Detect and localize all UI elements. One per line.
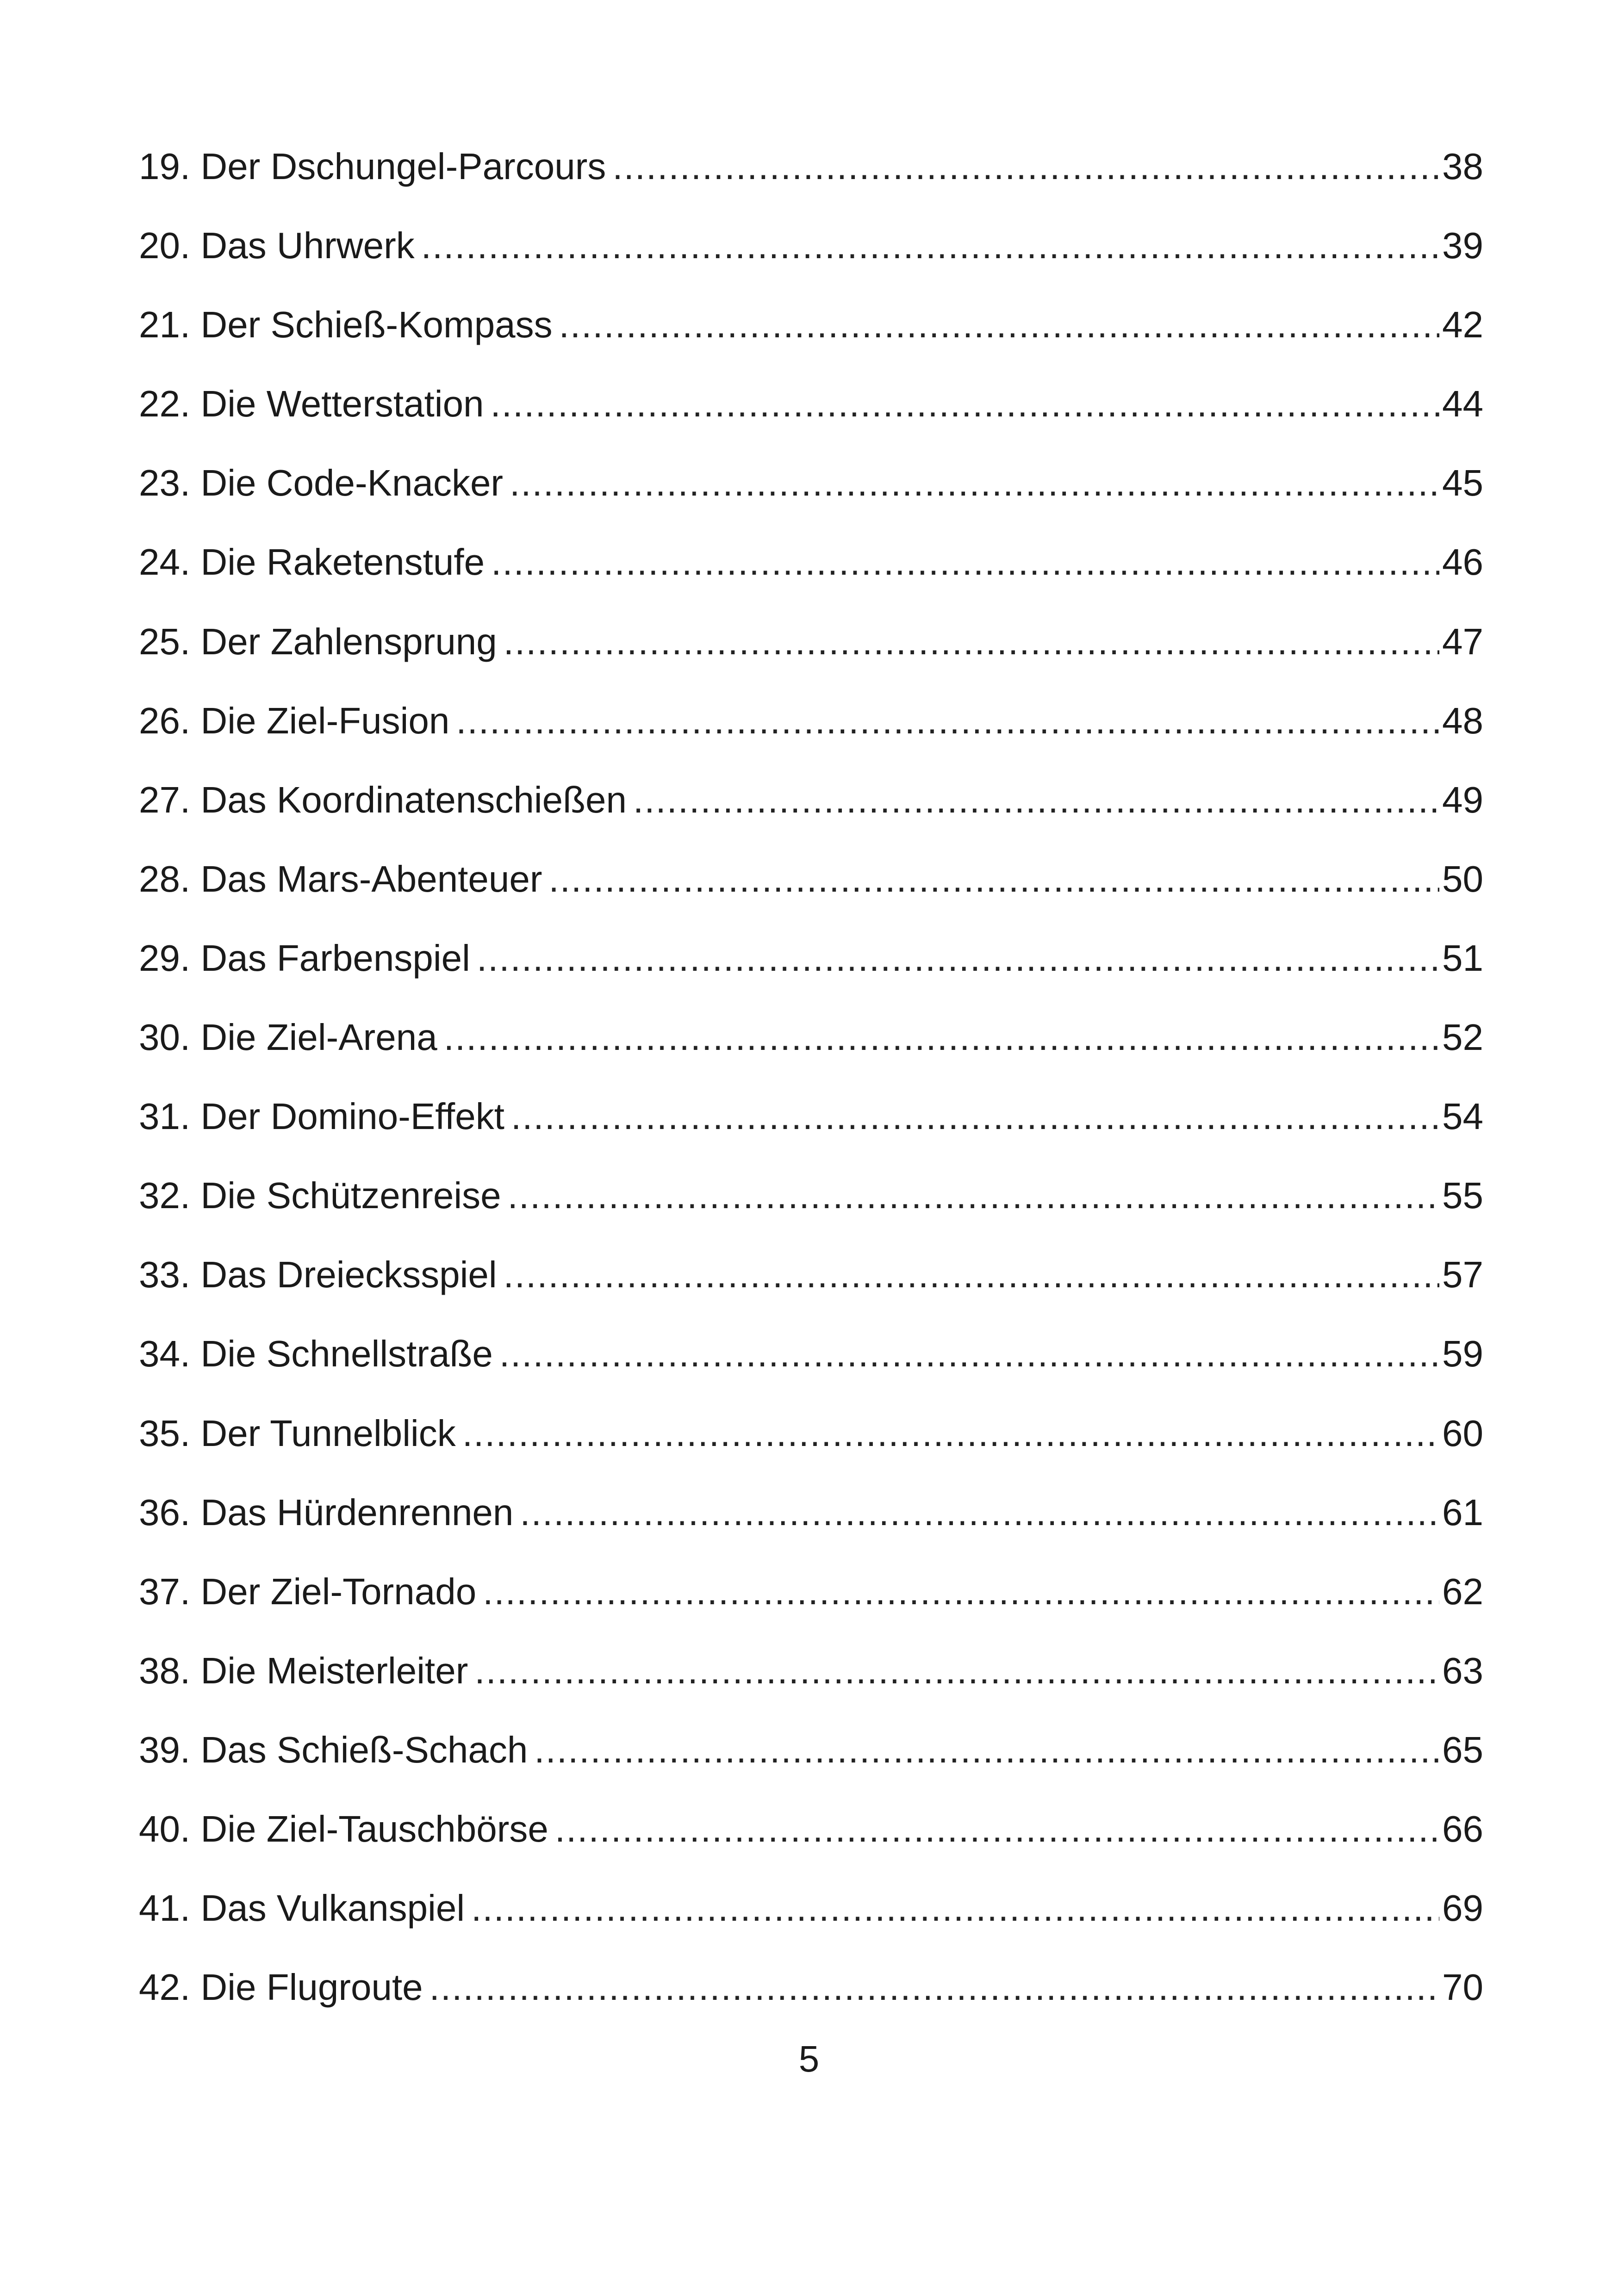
toc-dot-leader — [462, 1406, 1439, 1461]
toc-entry — [139, 297, 1483, 376]
toc-entry — [139, 693, 1483, 772]
toc-entry-page: 63 — [1442, 1650, 1483, 1691]
toc-dot-leader — [633, 772, 1439, 828]
toc-entry-title: 20. Das Uhrwerk — [139, 225, 415, 267]
toc-entry-title: 36. Das Hürdenrennen — [139, 1491, 514, 1533]
toc-dot-leader — [421, 218, 1439, 273]
toc-entry-title: 41. Das Vulkanspiel — [139, 1887, 465, 1929]
toc-entry-title: 37. Der Ziel-Tornado — [139, 1570, 477, 1612]
toc-entry — [139, 1643, 1483, 1722]
toc-entry — [139, 1010, 1483, 1089]
table-of-contents — [139, 139, 1483, 2039]
toc-dot-leader — [456, 693, 1439, 749]
toc-entry-title: 23. Die Code-Knacker — [139, 462, 504, 504]
toc-entry — [139, 1564, 1483, 1643]
toc-entry — [139, 851, 1483, 931]
toc-dot-leader — [444, 1010, 1439, 1065]
toc-entry-title: 40. Die Ziel-Tauschbörse — [139, 1808, 548, 1849]
toc-dot-leader — [549, 851, 1439, 907]
toc-entry — [139, 376, 1483, 455]
toc-entry-page: 44 — [1442, 383, 1483, 425]
toc-dot-leader — [499, 1326, 1439, 1382]
toc-entry-title: 38. Die Meisterleiter — [139, 1650, 468, 1691]
toc-entry — [139, 1089, 1483, 1168]
toc-entry-page: 38 — [1442, 146, 1483, 187]
toc-entry-title: 19. Der Dschungel-Parcours — [139, 146, 606, 187]
toc-entry — [139, 772, 1483, 851]
toc-entry-title: 29. Das Farbenspiel — [139, 937, 470, 979]
toc-entry-page: 61 — [1442, 1491, 1483, 1533]
toc-entry — [139, 1880, 1483, 1960]
toc-entry — [139, 534, 1483, 614]
toc-entry-title: 39. Das Schieß-Schach — [139, 1729, 528, 1770]
toc-entry — [139, 455, 1483, 534]
toc-entry-page: 62 — [1442, 1570, 1483, 1612]
toc-entry-page: 47 — [1442, 621, 1483, 662]
toc-entry-page: 55 — [1442, 1175, 1483, 1216]
toc-entry-title: 30. Die Ziel-Arena — [139, 1017, 437, 1058]
toc-entry — [139, 1168, 1483, 1247]
toc-entry-title: 35. Der Tunnelblick — [139, 1412, 456, 1454]
toc-entry — [139, 1722, 1483, 1801]
toc-dot-leader — [504, 614, 1439, 670]
toc-entry-title: 31. Der Domino-Effekt — [139, 1096, 504, 1137]
toc-dot-leader — [534, 1722, 1439, 1778]
toc-entry-page: 70 — [1442, 1967, 1483, 2008]
toc-entry-page: 48 — [1442, 700, 1483, 741]
toc-entry-title: 33. Das Dreiecksspiel — [139, 1254, 497, 1296]
toc-entry-page: 57 — [1442, 1254, 1483, 1296]
toc-entry — [139, 1485, 1483, 1564]
toc-entry-page: 60 — [1442, 1412, 1483, 1454]
toc-dot-leader — [491, 376, 1439, 432]
toc-entry-title: 34. Die Schnellstraße — [139, 1333, 493, 1375]
toc-dot-leader — [429, 1960, 1439, 2015]
toc-entry — [139, 1801, 1483, 1880]
toc-entry-title: 26. Die Ziel-Fusion — [139, 700, 450, 741]
toc-entry — [139, 1326, 1483, 1405]
page-number: 5 — [798, 2038, 820, 2079]
toc-entry-page: 39 — [1442, 225, 1483, 267]
toc-dot-leader — [612, 139, 1439, 194]
toc-entry-title: 27. Das Koordinatenschießen — [139, 779, 627, 820]
toc-entry-page: 46 — [1442, 541, 1483, 583]
toc-entry-title: 28. Das Mars-Abenteuer — [139, 858, 542, 900]
toc-entry — [139, 139, 1483, 218]
toc-entry-page: 66 — [1442, 1808, 1483, 1849]
toc-entry-title: 32. Die Schützenreise — [139, 1175, 501, 1216]
toc-entry-page: 52 — [1442, 1017, 1483, 1058]
toc-entry-page: 54 — [1442, 1096, 1483, 1137]
toc-entry-page: 42 — [1442, 304, 1483, 346]
toc-dot-leader — [477, 931, 1439, 986]
toc-dot-leader — [559, 297, 1439, 353]
toc-entry-title: 24. Die Raketenstufe — [139, 541, 485, 583]
toc-entry-page: 49 — [1442, 779, 1483, 820]
toc-dot-leader — [508, 1168, 1439, 1223]
toc-entry — [139, 614, 1483, 693]
toc-dot-leader — [555, 1801, 1439, 1857]
toc-entry-title: 42. Die Flugroute — [139, 1967, 423, 2008]
toc-entry — [139, 1960, 1483, 2039]
toc-dot-leader — [471, 1880, 1439, 1936]
toc-entry-page: 69 — [1442, 1887, 1483, 1929]
toc-entry-page: 51 — [1442, 937, 1483, 979]
toc-dot-leader — [511, 1089, 1439, 1144]
toc-entry-title: 22. Die Wetterstation — [139, 383, 484, 425]
toc-entry-page: 45 — [1442, 462, 1483, 504]
toc-entry-page: 65 — [1442, 1729, 1483, 1770]
toc-dot-leader — [491, 534, 1439, 590]
toc-entry-page: 50 — [1442, 858, 1483, 900]
toc-entry-title: 21. Der Schieß-Kompass — [139, 304, 553, 346]
toc-entry — [139, 1247, 1483, 1326]
toc-dot-leader — [483, 1564, 1439, 1620]
toc-entry — [139, 218, 1483, 297]
toc-entry-page: 59 — [1442, 1333, 1483, 1375]
toc-dot-leader — [520, 1485, 1439, 1540]
toc-dot-leader — [510, 455, 1439, 511]
toc-dot-leader — [504, 1247, 1439, 1303]
toc-entry — [139, 1406, 1483, 1485]
toc-entry — [139, 931, 1483, 1010]
toc-dot-leader — [474, 1643, 1439, 1699]
toc-entry-title: 25. Der Zahlensprung — [139, 621, 497, 662]
